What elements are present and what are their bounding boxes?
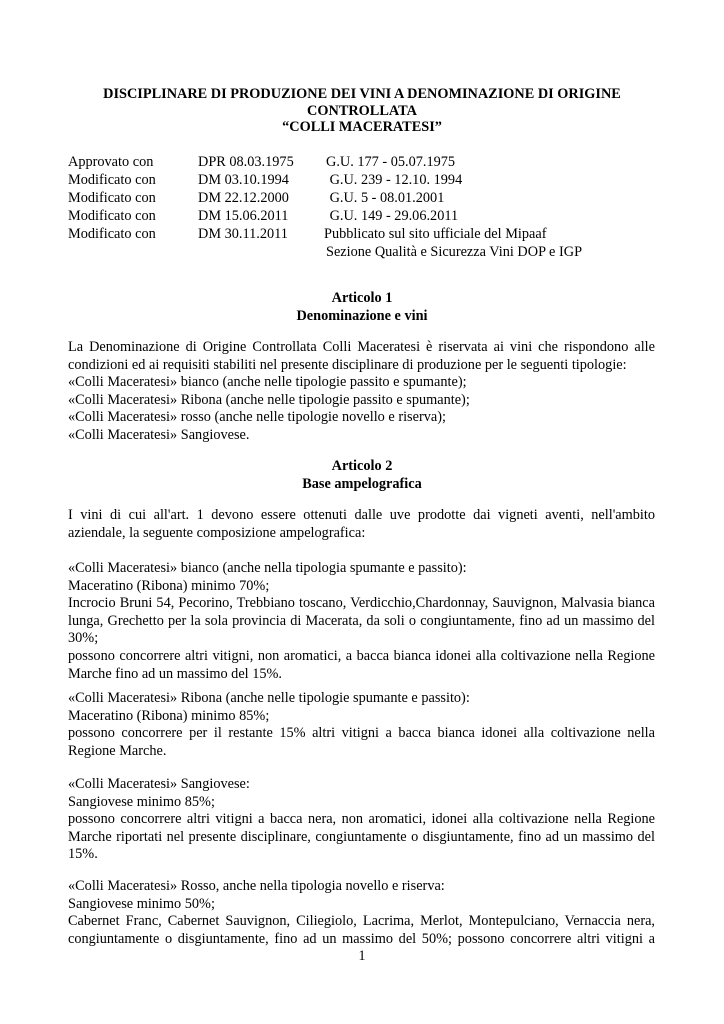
approval-decree: DPR 08.03.1975: [198, 154, 294, 170]
article-2-heading: Base ampelografica: [302, 476, 422, 492]
approval-decree: DM 15.06.2011: [198, 208, 289, 224]
title-line-2: CONTROLLATA: [307, 102, 417, 119]
ribona-min: Maceratino (Ribona) minimo 85%;: [68, 707, 270, 724]
approval-ref: G.U. 149 - 29.06.2011: [326, 208, 459, 224]
approval-decree: DM 22.12.2000: [198, 190, 289, 206]
approval-ref: G.U. 5 - 08.01.2001: [326, 190, 445, 206]
approval-label: Modificato con: [68, 172, 156, 188]
ribona-title: «Colli Maceratesi» Ribona (anche nelle tipologie spumante e passito):: [68, 690, 470, 706]
approval-ref: G.U. 177 - 05.07.1975: [326, 154, 456, 170]
article-1-number: Articolo 1: [331, 290, 393, 306]
title-line-3: “COLLI MACERATESI”: [282, 119, 442, 135]
approval-ref: G.U. 239 - 12.10. 1994: [326, 172, 463, 188]
rosso-block: [68, 878, 655, 948]
article-2-intro: I vini di cui all'art. 1 devono essere ottenuti dalle uve prodotte dai vigneti aventi, nell'ambito aziendale, la seguente composizione ampelografica:: [68, 507, 655, 541]
title-line-1: DISCIPLINARE DI PRODUZIONE DEI VINI A DENOMINAZIONE DI ORIGINE: [103, 86, 621, 102]
sangiovese-block: [68, 776, 655, 864]
list-item: «Colli Maceratesi» rosso (anche nelle tipologie novello e riserva);: [68, 409, 446, 426]
approval-label: Modificato con: [68, 226, 156, 242]
approval-ref-extra: Sezione Qualità e Sicurezza Vini DOP e IGP: [326, 244, 583, 260]
rosso-others: Cabernet Franc, Cabernet Sauvignon, Ciliegiolo, Lacrima, Merlot, Montepulciano, Vernaccia nera, congiuntamente o disgiuntamente, fino ad un massimo del 50%; possono concorrere altri vitigni a: [68, 913, 655, 947]
rosso-min: Sangiovese minimo 50%;: [68, 895, 215, 912]
approval-ref: Pubblicato sul sito ufficiale del Mipaaf: [324, 226, 547, 242]
article-1-intro: La Denominazione di Origine Controllata Colli Maceratesi è riservata ai vini che rispondono alle condizioni ed ai requisiti stabiliti nel presente disciplinare di produzione per le seguenti tipologie:: [68, 339, 655, 373]
approval-label: Approvato con: [68, 154, 154, 170]
sangiovese-title: «Colli Maceratesi» Sangiovese:: [68, 776, 250, 792]
bianco-block: [68, 560, 655, 683]
article-1-heading: Denominazione e vini: [296, 308, 428, 324]
approval-label: Modificato con: [68, 208, 156, 224]
list-item: «Colli Maceratesi» bianco (anche nelle tipologie passito e spumante);: [68, 374, 467, 391]
rosso-title: «Colli Maceratesi» Rosso, anche nella tipologia novello e riserva:: [68, 878, 445, 894]
bianco-others: Incrocio Bruni 54, Pecorino, Trebbiano toscano, Verdicchio,Chardonnay, Sauvignon, Malvasia bianca lunga, Grechetto per la sola provincia di Macerata, da soli o congiuntamente, fino ad un massimo del 30%;: [68, 595, 655, 647]
approval-decree: DM 30.11.2011: [198, 226, 288, 242]
list-item: «Colli Maceratesi» Ribona (anche nelle tipologie passito e spumante);: [68, 391, 470, 408]
article-1-body: [68, 339, 655, 445]
page-number: 1: [358, 948, 366, 964]
list-item: «Colli Maceratesi» Sangiovese.: [68, 426, 250, 443]
document-title: [0, 86, 724, 136]
ribona-block: [68, 690, 655, 760]
bianco-title: «Colli Maceratesi» bianco (anche nella tipologia spumante e passito):: [68, 560, 467, 576]
ribona-extra: possono concorrere per il restante 15% altri vitigni a bacca bianca idonei alla coltivazione nella Regione Marche.: [68, 725, 655, 759]
approval-label: Modificato con: [68, 190, 156, 206]
sangiovese-min: Sangiovese minimo 85%;: [68, 793, 215, 810]
sangiovese-extra: possono concorrere altri vitigni a bacca nera, non aromatici, idonei alla coltivazione nella Regione Marche riportati nel presente disciplinare, congiuntamente o disgiuntamente, fino ad un massimo del 15%.: [68, 811, 655, 863]
article-2-intro-block: [68, 507, 655, 542]
approval-decree: DM 03.10.1994: [198, 172, 289, 188]
bianco-min: Maceratino (Ribona) minimo 70%;: [68, 577, 270, 594]
article-2-number: Articolo 2: [331, 458, 393, 474]
bianco-extra: possono concorrere altri vitigni, non aromatici, a bacca bianca idonei alla coltivazione nella Regione Marche fino ad un massimo del 15%.: [68, 647, 655, 682]
